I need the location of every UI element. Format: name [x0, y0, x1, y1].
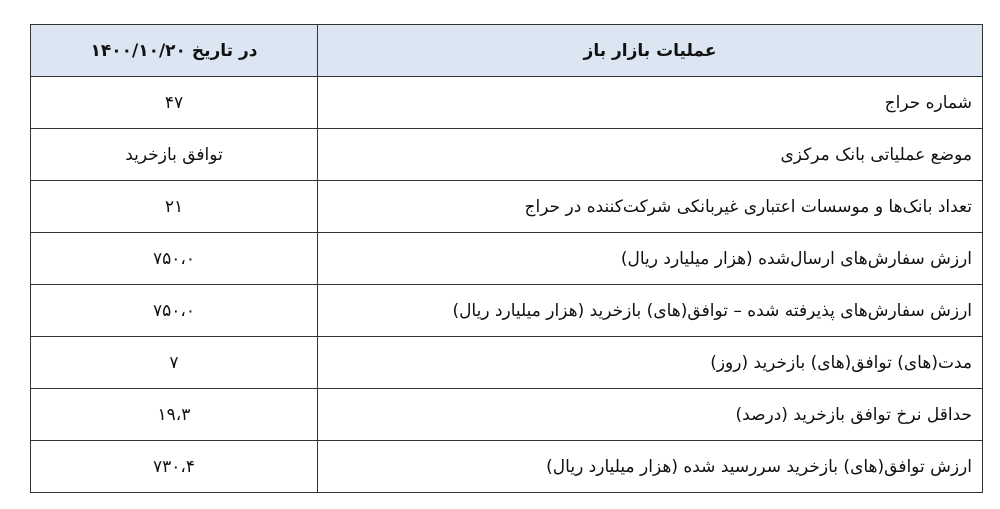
table-row: [31, 285, 983, 337]
row-label: تعداد بانک‌ها و موسسات اعتباری غیربانکی شرکت‌کننده در حراج: [318, 181, 983, 233]
row-value: ۷۵۰،۰: [31, 233, 318, 285]
row-value: ۷: [31, 337, 318, 389]
table-row: [31, 389, 983, 441]
row-value: ۷۳۰،۴: [31, 441, 318, 493]
row-label: شماره حراج: [318, 77, 983, 129]
table-header: [31, 25, 983, 77]
header-date: در تاریخ ۱۴۰۰/۱۰/۲۰: [31, 25, 318, 77]
table-row: [31, 441, 983, 493]
row-value: ۴۷: [31, 77, 318, 129]
table-row: [31, 181, 983, 233]
row-value: ۱۹،۳: [31, 389, 318, 441]
table-row: [31, 129, 983, 181]
row-label: موضع عملیاتی بانک مرکزی: [318, 129, 983, 181]
open-market-operations-table-container: [30, 24, 982, 493]
row-label: ارزش توافق(های) بازخرید سررسید شده (هزار میلیارد ریال): [318, 441, 983, 493]
row-value: ۷۵۰،۰: [31, 285, 318, 337]
table-row: [31, 233, 983, 285]
table-body: [31, 77, 983, 493]
row-label: ارزش سفارش‌های ارسال‌شده (هزار میلیارد ریال): [318, 233, 983, 285]
row-label: حداقل نرخ توافق بازخرید (درصد): [318, 389, 983, 441]
row-label: مدت(های) توافق(های) بازخرید (روز): [318, 337, 983, 389]
table-row: [31, 77, 983, 129]
row-label: ارزش سفارش‌های پذیرفته شده – توافق(های) بازخرید (هزار میلیارد ریال): [318, 285, 983, 337]
row-value: ۲۱: [31, 181, 318, 233]
table-row: [31, 337, 983, 389]
header-row: [31, 25, 983, 77]
row-value: توافق بازخرید: [31, 129, 318, 181]
header-title: عملیات بازار باز: [318, 25, 983, 77]
open-market-operations-table: [30, 24, 983, 493]
